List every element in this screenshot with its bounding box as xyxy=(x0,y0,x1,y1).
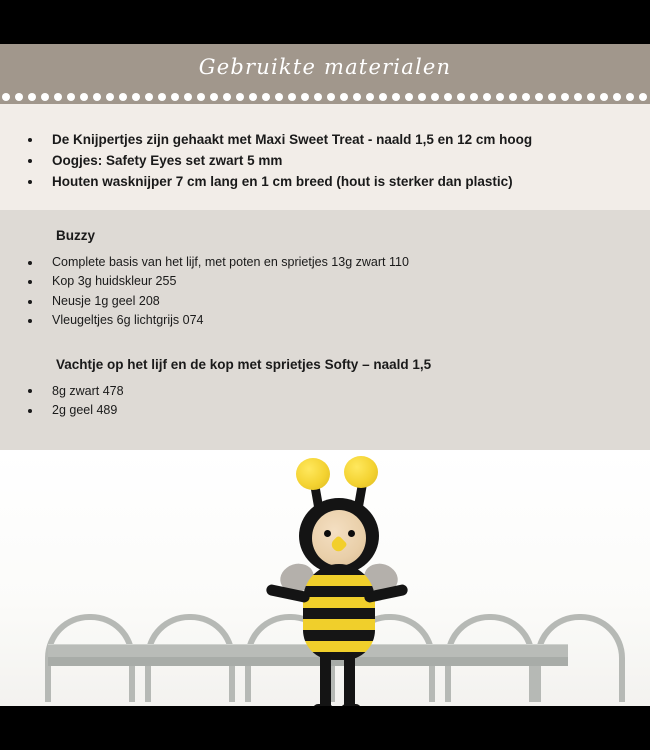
scallop-dots xyxy=(2,93,650,101)
leg-left xyxy=(320,652,331,706)
list-item: 8g zwart 478 xyxy=(0,382,650,401)
pompom-right xyxy=(344,456,378,488)
bee-body xyxy=(303,564,375,660)
buzzy-list xyxy=(0,253,650,331)
list-item: Neusje 1g geel 208 xyxy=(0,292,650,311)
list-item: Kop 3g huidskleur 255 xyxy=(0,272,650,291)
list-item: Houten wasknijper 7 cm lang en 1 cm breed (hout is sterker dan plastic) xyxy=(0,172,650,193)
fur-heading: Vachtje op het lijf en de kop met sprietjes Softy – naald 1,5 xyxy=(56,356,432,372)
product-photo xyxy=(0,450,650,706)
eye-right xyxy=(348,530,355,537)
fur-list xyxy=(0,382,650,421)
bee-figure xyxy=(268,452,408,698)
list-item: Vleugeltjes 6g lichtgrijs 074 xyxy=(0,311,650,330)
pompom-left xyxy=(296,458,330,490)
buzzy-block xyxy=(0,210,650,450)
list-item: Oogjes: Safety Eyes set zwart 5 mm xyxy=(0,151,650,172)
eye-left xyxy=(324,530,331,537)
materials-list xyxy=(0,130,650,193)
header-band xyxy=(0,44,650,90)
bottom-letterbox xyxy=(0,706,650,750)
list-item: 2g geel 489 xyxy=(0,401,650,420)
buzzy-heading: Buzzy xyxy=(56,228,96,243)
page-title: Gebruikte materialen xyxy=(198,55,452,79)
leg-right xyxy=(344,652,355,706)
list-item: De Knijpertjes zijn gehaakt met Maxi Sweet Treat - naald 1,5 en 12 cm hoog xyxy=(0,130,650,151)
list-item: Complete basis van het lijf, met poten en sprietjes 13g zwart 110 xyxy=(0,253,650,272)
materials-block xyxy=(0,104,650,210)
scallop-divider xyxy=(0,90,650,104)
